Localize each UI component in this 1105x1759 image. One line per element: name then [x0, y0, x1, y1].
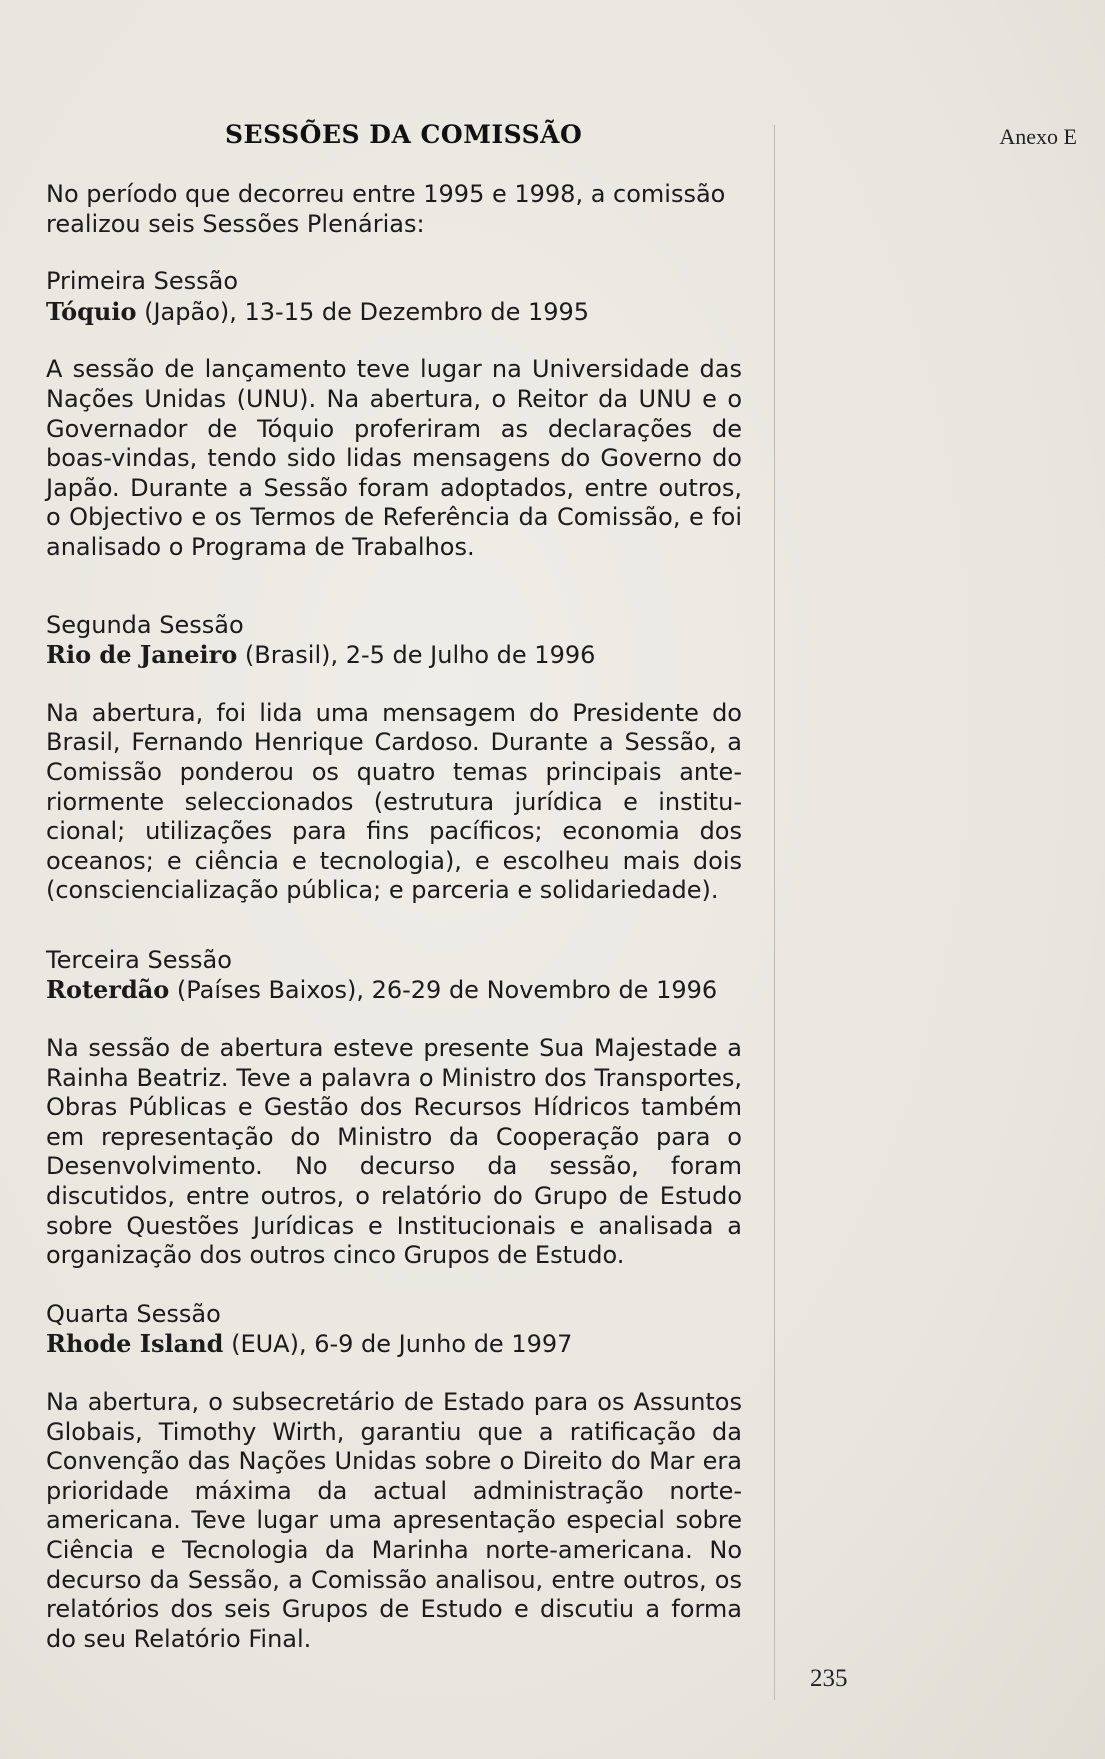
- page-title: SESSÕES DA COMISSÃO: [225, 120, 583, 149]
- session-description: A sessão de lançamento teve lugar na Universidade das Nações Unidas (UNU). Na abertura, o Reitor da UNU e o Governador de Tóquio proferiram as declarações de boas-vindas, tendo sido lidas mensagens do Governo do Japão. Durante a Sessão foram adoptados, entre outros, o Objectivo e os Termos de Referência da Comissão, e foi analisado o Programa de Trabalhos.: [46, 355, 742, 561]
- session-block: [46, 611, 742, 906]
- session-city: Rio de Janeiro: [46, 640, 238, 670]
- session-location-detail: (Brasil), 2-5 de Julho de 1996: [237, 641, 596, 670]
- session-block: [46, 267, 742, 562]
- session-city: Rhode Island: [46, 1329, 224, 1359]
- running-head: Anexo E: [999, 124, 1077, 149]
- session-label: Terceira Sessão: [46, 945, 232, 974]
- page-number: 235: [810, 1665, 848, 1692]
- session-location: [46, 975, 742, 1006]
- session-location: [46, 1329, 742, 1360]
- session-label: Primeira Sessão: [46, 267, 238, 296]
- main-column: [46, 180, 742, 1683]
- session-label: Quarta Sessão: [46, 1299, 221, 1328]
- session-description: Na sessão de abertura esteve presente Sua Majestade a Rainha Beatriz. Teve a palavra o Ministro dos Transportes, Obras Públicas e Gestão dos Recursos Hídricos também em representação do Ministro da Cooperação para o Desenvolvimento. No decurso da sessão, foram discutidos, entre outros, o relatório do Grupo de Estudo sobre Questões Jurídicas e Institucionais e analisada a organização dos outros cinco Grupos de Estudo.: [46, 1034, 742, 1270]
- session-description: Na abertura, foi lida uma mensagem do Presidente do Brasil, Fernando Henrique Cardoso. Durante a Sessão, a Comissão ponderou os quatro temas principais anteriormente seleccionados (estrutura jurídica e institucional; utilizações para fins pacíficos; economia dos oceanos; e ciência e tecnologia), e escolheu mais dois (consciencialização pública; e parceria e solidariedade).: [46, 698, 742, 905]
- session-label: Segunda Sessão: [46, 610, 244, 639]
- session-location-detail: (EUA), 6-9 de Junho de 1997: [223, 1330, 573, 1359]
- session-location-detail: (Países Baixos), 26-29 de Novembro de 1996: [169, 976, 718, 1005]
- intro-paragraph: No período que decorreu entre 1995 e 1998, a comissão realizou seis Sessões Plenárias:: [46, 180, 726, 238]
- session-block: [46, 1300, 742, 1655]
- session-location: [46, 297, 742, 328]
- session-city: Tóquio: [46, 296, 137, 326]
- session-location: [46, 640, 742, 671]
- column-divider: [774, 125, 775, 1700]
- session-block: [46, 946, 742, 1271]
- session-location-detail: (Japão), 13-15 de Dezembro de 1995: [136, 297, 590, 326]
- session-description: Na abertura, o subsecretário de Estado para os Assuntos Globais, Timothy Wirth, garantiu que a ratificação da Convenção das Nações Unidas sobre o Direito do Mar era prioridade máxima da actual administração norte-americana. Teve lugar uma apresentação especial sobre Ciência e Tecnologia da Marinha norte-americana. No decurso da Sessão, a Comissão analisou, entre outros, os relatórios dos seis Grupos de Estudo e discutiu a forma do seu Relatório Final.: [46, 1388, 742, 1653]
- session-city: Roterdão: [46, 975, 170, 1005]
